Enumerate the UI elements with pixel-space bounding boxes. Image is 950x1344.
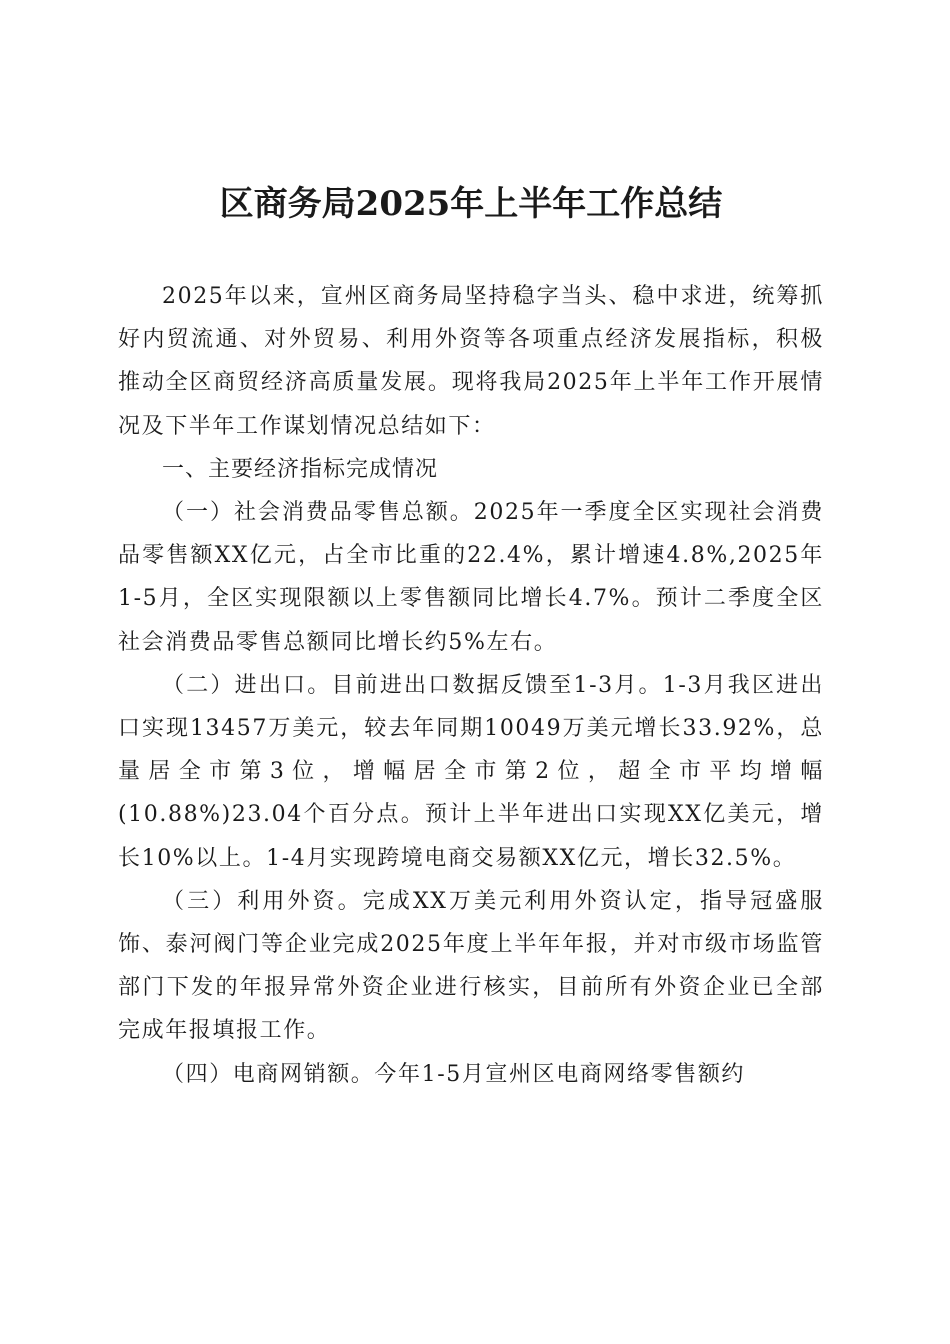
item-paragraph-retail <box>118 491 824 664</box>
document-body <box>118 275 824 1096</box>
item-lead: （四）电商网销额。 <box>162 1061 375 1087</box>
item-text: 2025年一季度全区实现社会消费品零售额XX亿元，占全市比重的22.4%，累计增速4.8%,2025年1-5月，全区实现限额以上零售额同比增长4.7%。预计二季度全区社会消费品零售总额同比增长约5%左右。 <box>118 500 824 655</box>
section-heading: 一、主要经济指标完成情况 <box>162 456 439 482</box>
item-lead: （一）社会消费品零售总额。 <box>162 500 474 526</box>
item-paragraph-ecommerce <box>118 1053 824 1096</box>
item-paragraph-trade <box>118 664 824 880</box>
item-lead: （三）利用外资。 <box>162 888 363 914</box>
item-text: 完成XX万美元利用外资认定，指导冠盛服饰、泰河阀门等企业完成2025年度上半年年报，并对市级市场监管部门下发的年报异常外资企业进行核实，目前所有外资企业已全部完成年报填报工作。 <box>118 888 824 1044</box>
intro-paragraph: 2025年以来，宣州区商务局坚持稳字当头、稳中求进，统筹抓好内贸流通、对外贸易、利用外资等各项重点经济发展指标，积极推动全区商贸经济高质量发展。现将我局2025年上半年工作开展情况及下半年工作谋划情况总结如下： <box>118 284 824 439</box>
document-title: 区商务局2025年上半年工作总结 <box>219 184 723 224</box>
item-paragraph-foreign-investment <box>118 880 824 1053</box>
item-lead: （二）进出口。 <box>162 672 332 698</box>
item-text: 今年1-5月宣州区电商网络零售额约 <box>374 1061 746 1087</box>
item-text: 目前进出口数据反馈至1-3月。1-3月我区进出口实现13457万美元，较去年同期10049万美元增长33.92%，总量居全市第3位，增幅居全市第2位，超全市平均增幅(10.88%)23.04个百分点。预计上半年进出口实现XX亿美元，增长10%以上。1-4月实现跨境电商交易额XX亿元，增长32.5%。 <box>118 672 824 871</box>
